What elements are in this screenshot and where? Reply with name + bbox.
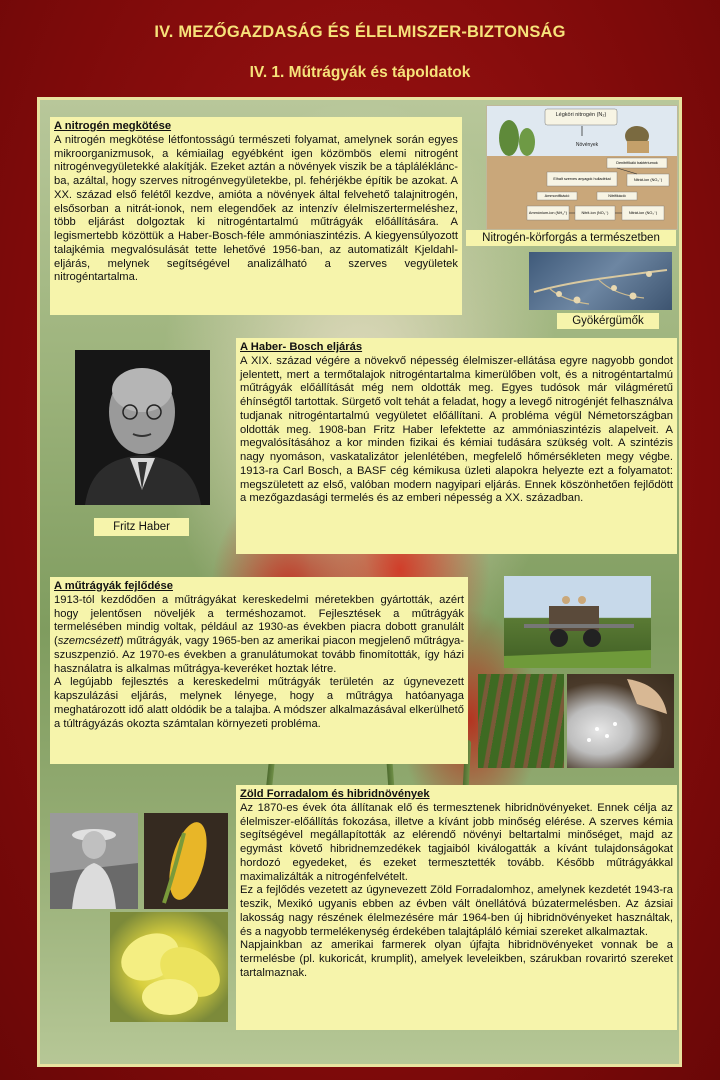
fertilizer-body-text: ) műtrágyák, vagy 1965-ben az amerikai piacon megjelenő műtrágya-szuszpenzió. Az 1970-es években a granulátumokat tovább finomították, így házi használatra is alkalmas műtrágya-keveréket hoztak létre. [54, 635, 464, 675]
corn-cob-photo [144, 813, 228, 909]
tractor-svg [504, 576, 651, 668]
crop-rows-photo [478, 674, 564, 768]
flower-svg [110, 912, 228, 1022]
diagram-label: Nitrát-ion (NO₃⁻) [628, 211, 658, 215]
nitrogen-body: A nitrogén megkötése létfontosságú természeti folyamat, amelynek során egyes mikroorganizmusok, a kémiailag egyébként igen közömbös elemi nitrogént nitrogénvegyületekké alakítják. Ezeket aztán a növények viszik be a táplálékláncba, azáltal, hogy szerves nitrogénvegyületekbe, pl. fehérjékbe építik be azokat. A XX. század első felétől kezdve, amióta a növények által felvehető talajnitrogén, elsősorban a nitrát-ionok, nem elegendőek az intenzív élelmiszertermeléshez, több eljárást dolgoztak ki nitrogéntartalmú műtrágyák előállítására. A legismertebb közöttük a Haber-Bosch-féle ammóniaszintézis. A kiegyensúlyozott talajkémia megvalósulását tette lehetővé 1956-ban, az automatizált Kjeldahl-eljárás, melynek segítségével analizálható a szerves vegyületek nitrogéntartalma. [54, 133, 458, 284]
diagram-label: Nitrifikáció [608, 194, 626, 198]
green-revolution-paragraph: Az 1870-es évek óta állítanak elő és termesztenek hibridnövényeket. Ennek célja az élelmiszer-előállítás fokozása, illetve a kívánt jobb minőség elérése. A szerves kémia segítségével megállapították az elérendő növényi beltartalmi minőséget, majd az egymást követő hibridnemzedékek tagjaiból kiválogatták a kívánt tulajdonságokat hordozó egyedeket, és ezeket termesztették tovább. Később műtrágyákkal maximalizálták a nitrogénfelvételt. [240, 801, 673, 883]
fertilizer-body-2: A legújabb fejlesztés a kereskedelmi műtrágyák területén az úgynevezett kapszulázási eljárás, melynek lényege, hogy a műtrágya hatóanyaga meghatározott idő alatt oldódik be a talajba. A módszer alkalmazásával elkerülhető a túltrágyázás okozta számtalan környezeti probléma. [54, 676, 464, 730]
corn-svg [144, 813, 228, 909]
nitrogen-section [50, 117, 462, 315]
nitrogen-cycle-diagram [486, 105, 678, 230]
diagram-label: Ammónium-ion (NH₄⁺) [528, 211, 568, 215]
page-title: IV. MEZŐGAZDASÁG ÉS ÉLELMISZER-BIZTONSÁG [154, 23, 566, 41]
fertilizer-body-text: 1913-tól kezdődően a műtrágyákat kereskedelmi méretekben gyártották, azért hogy jelentősen növeljék a terméshozamot. Fejlesztések a műtrágyák termelésében mindig voltak, például az 1930-as években piacra dobott granulált ( [54, 593, 464, 647]
green-revolution-paragraph: Ez a fejlődés vezetett az úgynevezett Zöld Forradalomhoz, amelynek kezdetét 1943-ra teszik, Mexikó ugyanis ebben az évben vált önellátóvá búzatermelésben. Az ázsiai lakosság nagy részének élelmezésére már 1964-ben új hibridnövényeket használtak, és a nagyobb termelékenység érdekében talajtápláló kémiai szereket alkalmaztak. [240, 884, 673, 938]
haber-bosch-body: A XIX. század végére a növekvő népesség élelmiszer-ellátása egyre nagyobb gondot jelentett, mert a termőtalajok nitrogéntartalma kimerülőben volt, és a nitrogéntartalmú műtrágyák előállítását még nem oldották meg. Egyes tudósok már világméretű éhínségtől tartottak. Sürgető volt tehát a feladat, hogy a levegő nitrogénjét felhasználva tudjanak nitrogéntartalmú vegyületet előállítani. A probléma végül Németországban oldották meg. 1908-ban Fritz Haber lefektette az ammóniaszintézis alapelveit. A megvalósításához a kor minden fizikai és kémiai tudására szükség volt. A szintézis nagy nyomáson, vaskatalizátor jelenlétében, megfelelő hőmérsékleten megy végbe. 1913-ra Carl Bosch, a BASF cég kémikusa üzleti alapokra helyezte ezt a folyamatot: megszületett az első, valóban modern nagyipari eljárás. Ennek köszönhetően fejlődött a mezőgazdasági termelés és az emberi népesség a XX. században. [240, 354, 673, 505]
diagram-label: Nitrát-ion (NO₃⁻) [633, 178, 663, 182]
diagram-label: Nitrit-ion (NO₂⁻) [581, 211, 609, 215]
granules-svg [567, 674, 674, 768]
diagram-plants-label: Növények [575, 142, 599, 148]
diagram-label: Denitrifikáló baktériumok [616, 161, 658, 165]
page-subtitle: IV. 1. Műtrágyák és tápoldatok [249, 64, 471, 81]
fertilizer-section [50, 577, 468, 764]
green-revolution-heading: Zöld Forradalom és hibridnövények [240, 788, 430, 800]
farmer-photo [50, 813, 138, 909]
fertilizer-body-1 [54, 594, 464, 677]
root-nodules-svg [529, 252, 672, 310]
fertilizer-heading: A műtrágyák fejlődése [54, 580, 173, 592]
fritz-haber-portrait [75, 350, 210, 505]
nitrogen-heading: A nitrogén megkötése [54, 120, 172, 132]
tractor-spraying-photo [504, 576, 651, 668]
diagram-label: Elhalt szerves anyagok hulladékai [553, 177, 611, 181]
nitrogen-cycle-svg [487, 106, 677, 229]
nitrogen-cycle-caption: Nitrogén-körforgás a természetben [466, 230, 676, 246]
fertilizer-body-emphasis: szemcsézett [57, 635, 120, 647]
farmer-svg [50, 813, 138, 909]
fritz-haber-caption: Fritz Haber [94, 518, 189, 536]
diagram-top-label: Légköri nitrogén (N₂) [555, 112, 607, 118]
root-nodules-image [529, 252, 672, 310]
portrait-svg [75, 350, 210, 505]
fertilizer-granules-photo [567, 674, 674, 768]
content-panel [37, 97, 682, 1067]
haber-bosch-section [236, 338, 677, 554]
diagram-label: Ammonifikáció [544, 194, 570, 198]
root-nodules-caption: Gyökérgümők [557, 313, 659, 329]
green-revolution-paragraph: Napjainkban az amerikai farmerek olyan újfajta hibridnövényeket vonnak be a termelésbe (pl. kukoricát, krumplit), amelyek leveleikben, szárukban rovarirtó szereket tartalmaznak. [240, 939, 673, 979]
green-revolution-section [236, 785, 677, 1030]
haber-bosch-heading: A Haber- Bosch eljárás [240, 341, 363, 353]
yellow-flower-photo [110, 912, 228, 1022]
